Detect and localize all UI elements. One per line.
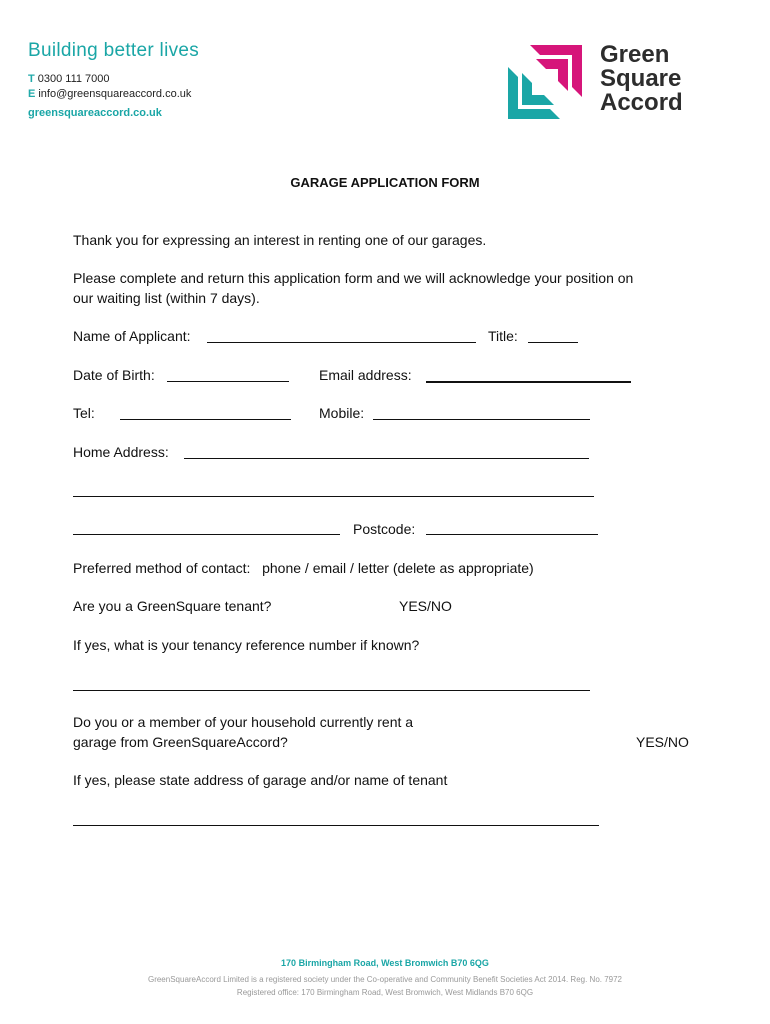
tel-field[interactable] — [120, 419, 291, 420]
logo-line-3: Accord — [600, 89, 683, 116]
title-field[interactable] — [528, 342, 578, 343]
title-label: Title: — [488, 328, 518, 344]
email-label: E — [28, 88, 36, 100]
email-line — [28, 88, 191, 100]
tenancy-ref-field[interactable] — [73, 690, 590, 691]
logo-line-1: Green — [600, 41, 670, 68]
logo-mark-icon — [508, 45, 586, 119]
phone-label: T — [28, 73, 35, 85]
email-field[interactable] — [426, 381, 631, 383]
intro-text-2b: our waiting list (within 7 days). — [73, 290, 260, 306]
garage-question-2: garage from GreenSquareAccord? — [73, 734, 288, 750]
home-address-field-1[interactable] — [184, 458, 589, 459]
website-link[interactable]: greensquareaccord.co.uk — [28, 107, 162, 119]
postcode-field[interactable] — [426, 534, 598, 535]
garage-address-field[interactable] — [73, 825, 599, 826]
tenant-answer[interactable]: YES/NO — [399, 598, 452, 614]
tenancy-ref-question: If yes, what is your tenancy reference number if known? — [73, 637, 420, 653]
garage-answer[interactable]: YES/NO — [636, 734, 689, 750]
logo-wordmark — [600, 43, 720, 115]
name-field[interactable] — [207, 342, 476, 343]
logo-line-2: Square — [600, 65, 682, 92]
intro-text-2a: Please complete and return this application form and we will acknowledge your position on — [73, 270, 634, 286]
name-label: Name of Applicant: — [73, 328, 191, 344]
dob-field[interactable] — [167, 381, 289, 382]
tenant-question: Are you a GreenSquare tenant? — [73, 598, 272, 614]
mobile-field[interactable] — [373, 419, 590, 420]
phone-number: 0300 111 7000 — [37, 73, 110, 85]
garage-address-question: If yes, please state address of garage and/or name of tenant — [73, 772, 448, 788]
email-field-label: Email address: — [319, 367, 412, 383]
home-address-field-3[interactable] — [73, 534, 340, 535]
footer-address: 170 Birmingham Road, West Bromwich B70 6QG — [281, 958, 489, 968]
home-address-label: Home Address: — [73, 444, 169, 460]
intro-text-1: Thank you for expressing an interest in renting one of our garages. — [73, 232, 487, 248]
email-address: info@greensquareaccord.co.uk — [38, 88, 192, 100]
phone-line — [28, 73, 110, 85]
dob-label: Date of Birth: — [73, 367, 155, 383]
garage-question-1: Do you or a member of your household currently rent a — [73, 714, 414, 730]
footer-legal-2: Registered office: 170 Birmingham Road, West Bromwich, West Midlands B70 6QG — [236, 988, 534, 997]
form-title: GARAGE APPLICATION FORM — [290, 175, 480, 190]
footer-legal-1: GreenSquareAccord Limited is a registered society under the Co-operative and Community Benefit Societies Act 2014. Reg. No. 7972 — [147, 975, 623, 984]
tagline: Building better lives — [28, 40, 200, 61]
tel-label: Tel: — [73, 405, 95, 421]
contact-method-text: Preferred method of contact: phone / email / letter (delete as appropriate) — [73, 560, 534, 576]
postcode-label: Postcode: — [353, 521, 416, 537]
mobile-label: Mobile: — [319, 405, 365, 421]
home-address-field-2[interactable] — [73, 496, 594, 497]
